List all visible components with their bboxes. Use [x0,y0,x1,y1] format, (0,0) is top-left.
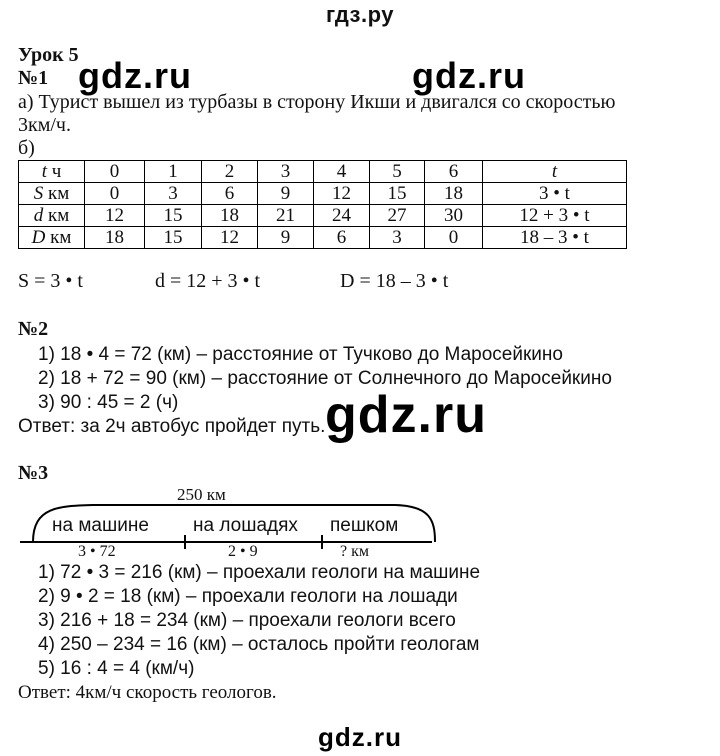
table-cell: 5 [370,161,425,183]
table-cell: 30 [425,205,483,227]
task3-step-5: 5) 16 : 4 = 4 (км/ч) [38,658,195,679]
task1-a-line1: а) Турист вышел из турбазы в сторону Икши и двигался со скоростью [18,91,616,113]
table-cell: 15 [145,227,202,249]
below-walk: ? км [340,543,369,560]
table-cell: 1 [145,161,202,183]
table-cell: 0 [85,183,145,205]
row-label: d км [19,205,85,227]
below-horses: 2 • 9 [228,543,258,560]
formula-s: S = 3 • t [18,270,83,292]
table-cell: 18 [202,205,258,227]
segment-horses: на лошадях [193,515,298,536]
table-cell: 15 [145,205,202,227]
table-cell: 18 [85,227,145,249]
diagram-total: 250 км [177,485,226,504]
table-cell: 12 [85,205,145,227]
table-cell: 9 [258,183,314,205]
task2-step-1: 1) 18 • 4 = 72 (км) – расстояние от Тучково до Маросейкино [38,344,563,365]
table-cell: 9 [258,227,314,249]
table-cell: 3 [370,227,425,249]
table-cell: 27 [370,205,425,227]
table-cell: 24 [314,205,370,227]
task1-b-label: б) [18,137,35,159]
row-label: t ч [19,161,85,183]
formula-d: d = 12 + 3 • t [155,270,261,292]
task3-step-2: 2) 9 • 2 = 18 (км) – проехали геологи на лошади [38,586,458,607]
watermark-1: gdz.ru [78,55,192,96]
task3-step-3: 3) 216 + 18 = 234 (км) – проехали геологи всего [38,610,456,631]
row-label: D км [19,227,85,249]
task3-number: №3 [18,462,49,484]
table-cell: 6 [314,227,370,249]
table-cell: 6 [425,161,483,183]
lesson-title: Урок 5 [18,44,79,66]
table-cell: 0 [425,227,483,249]
task2-step-2: 2) 18 + 72 = 90 (км) – расстояние от Солнечного до Маросейкино [38,368,612,389]
task3-answer: Ответ: 4км/ч скорость геологов. [18,682,277,703]
task2-number: №2 [18,318,49,340]
site-header: гдз.ру [326,2,394,27]
below-car: 3 • 72 [78,543,116,560]
table-cell: 3 [145,183,202,205]
table-cell: 15 [370,183,425,205]
watermark-2: gdz.ru [412,55,526,96]
table-cell: 3 • t [483,183,627,205]
site-footer: gdz.ru [318,722,402,752]
table-cell: 6 [202,183,258,205]
formula-D: D = 18 – 3 • t [340,270,449,292]
table-cell: 12 [314,183,370,205]
table-cell: 0 [85,161,145,183]
table-cell: 2 [202,161,258,183]
table-cell: 18 [425,183,483,205]
row-label: S км [19,183,85,205]
table-cell: 4 [314,161,370,183]
watermark-3: gdz.ru [325,386,487,444]
table-cell: 3 [258,161,314,183]
segment-car: на машине [52,515,149,536]
table-cell: t [483,161,627,183]
segment-walk: пешком [330,515,399,536]
table-cell: 12 [202,227,258,249]
table-cell: 12 + 3 • t [483,205,627,227]
task1-a-line2: 3км/ч. [18,114,71,136]
table-cell: 21 [258,205,314,227]
task3-step-4: 4) 250 – 234 = 16 (км) – осталось пройти геологам [38,634,480,655]
task2-answer: Ответ: за 2ч автобус пройдет путь. [18,416,326,437]
table-cell: 18 – 3 • t [483,227,627,249]
task1-number: №1 [18,67,49,89]
task3-step-1: 1) 72 • 3 = 216 (км) – проехали геологи на машине [38,562,481,583]
task2-step-3: 3) 90 : 45 = 2 (ч) [38,392,179,413]
